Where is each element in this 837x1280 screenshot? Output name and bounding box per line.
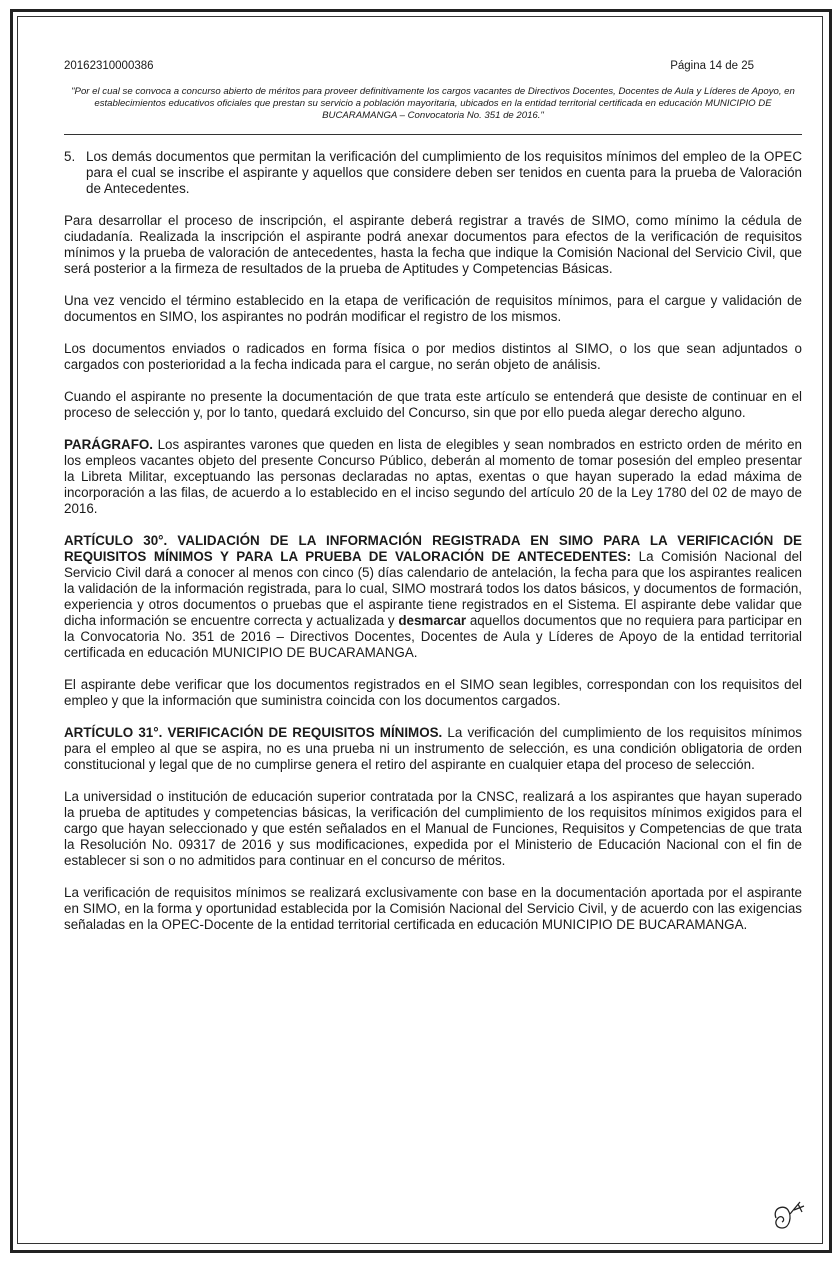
article-30: [64, 533, 802, 661]
paragraph: Una vez vencido el término establecido en la etapa de verificación de requisitos mínimos, para el cargue y validación de documentos en SIMO, los aspirantes no podrán modificar el registro de los mismos.: [64, 293, 802, 324]
paragraph: La universidad o institución de educación superior contratada por la CNSC, realizará a los aspirantes que hayan superado la prueba de aptitudes y competencias básicas, la verificación del cumplimiento de los requisitos mínimos exigidos para el cargo que hayan seleccionado y que estén señalados en el Manual de Funciones, Requisitos y Competencias de que trata la Resolución No. 09317 de 2016 y sus modificaciones, expedida por el Ministerio de Educación Nacional con el fin de establecer si son o no admitidos para continuar en el concurso de méritos.: [64, 789, 802, 868]
paragraph: Los documentos enviados o radicados en forma física o por medios distintos al SIMO, o los que sean adjuntados o cargados con posterioridad a la fecha indicada para el cargue, no serán objeto de análisis.: [64, 341, 802, 372]
article-30-text-end: aquellos documentos que no requiera para participar en la Convocatoria No. 351 de 2016 – Directivos Docentes, Docentes de Aula y Líderes de Apoyo de la entidad territorial certificada en educación MUNICIPIO DE BUCARAMANGA.: [64, 613, 802, 660]
paragraph: Para desarrollar el proceso de inscripción, el aspirante deberá registrar a través de SIMO, como mínimo la cédula de ciudadanía. Realizada la inscripción el aspirante podrá anexar documentos para efectos de la verificación de requisitos mínimos y la prueba de valoración de antecedentes, hasta la fecha que indique la Comisión Nacional del Servicio Civil, que será posterior a la firmeza de resultados de la prueba de Aptitudes y Competencias Básicas.: [64, 213, 802, 276]
page-number: Página 14 de 25: [670, 60, 754, 72]
document-page: [64, 60, 802, 949]
paragrafo-title: PARÁGRAFO.: [64, 437, 154, 452]
initials-signature-icon: [770, 1198, 810, 1234]
article-31-title: ARTÍCULO 31°. VERIFICACIÓN DE REQUISITOS MÍNIMOS.: [64, 725, 443, 740]
header-divider: [64, 134, 802, 135]
paragrafo: [64, 437, 802, 517]
list-number: 5.: [64, 149, 76, 164]
paragraph: El aspirante debe verificar que los documentos registrados en el SIMO sean legibles, correspondan con los requisitos del empleo y que la información que suministra coincida con los documentos cargados.: [64, 677, 802, 708]
article-31-text: La verificación del cumplimiento de los requisitos mínimos para el empleo al que se aspira, no es una prueba ni un instrumento de selección, es una condición obligatoria de orden constitucional y legal que de no cumplirse genera el retiro del aspirante en cualquier etapa del proceso de selección.: [64, 725, 802, 772]
article-30-emphasis: desmarcar: [398, 613, 467, 628]
paragraph: Cuando el aspirante no presente la documentación de que trata este artículo se entenderá que desiste de continuar en el proceso de selección y, por lo tanto, quedará excluido del Concurso, sin que por ello pueda alegar derecho alguno.: [64, 389, 802, 420]
resolution-title: "Por el cual se convoca a concurso abierto de méritos para proveer definitivamente los cargos vacantes de Directivos Docentes, Docentes de Aula y Líderes de Apoyo, en establecimientos educativos oficiales que prestan su servicio a población mayoritaria, ubicados en la entidad territorial certificada en educación MUNICIPIO DE BUCARAMANGA – Convocatoria No. 351 de 2016.": [71, 86, 795, 121]
article-30-title: ARTÍCULO 30°. VALIDACIÓN DE LA INFORMACIÓN REGISTRADA EN SIMO PARA LA VERIFICACIÓN DE REQUISITOS MÍNIMOS Y PARA LA PRUEBA DE VALORACIÓN DE ANTECEDENTES:: [64, 533, 802, 564]
paragrafo-text: Los aspirantes varones que queden en lista de elegibles y sean nombrados en estricto orden de mérito en los empleos vacantes objeto del presente Concurso Público, deberán al momento de tomar posesión del empleo presentar la Libreta Militar, exceptuando las personas declaradas no aptas, exentas o que hayan superado la edad máxima de incorporación a las filas, de acuerdo a lo establecido en el inciso segundo del artículo 20 de la Ley 1780 del 02 de mayo de 2016.: [64, 437, 802, 516]
list-item-5: [64, 149, 802, 197]
page-header: [64, 60, 802, 72]
article-31: [64, 725, 802, 773]
article-30-text: La Comisión Nacional del Servicio Civil dará a conocer al menos con cinco (5) días calendario de antelación, la fecha para que los aspirantes realicen la validación de la información registrada, para lo cual, SIMO mostrará todos los datos básicos, y documentos de formación, experiencia y otros documentos o pruebas que el aspirante tiene registrados en el Sistema. El aspirante debe validar que dicha información se encuentre correcta y actualizada y: [64, 549, 803, 628]
paragraph: La verificación de requisitos mínimos se realizará exclusivamente con base en la documentación aportada por el aspirante en SIMO, en la forma y oportunidad establecida por la Comisión Nacional del Servicio Civil, y de acuerdo con las exigencias señaladas en la OPEC-Docente de la entidad territorial certificada en educación MUNICIPIO DE BUCARAMANGA.: [64, 885, 802, 932]
document-number: 20162310000386: [64, 60, 154, 72]
list-text: Los demás documentos que permitan la verificación del cumplimiento de los requisitos mínimos del empleo de la OPEC para el cual se inscribe el aspirante y aquellos que considere deben ser tenidos en cuenta para la prueba de Valoración de Antecedentes.: [86, 149, 802, 196]
